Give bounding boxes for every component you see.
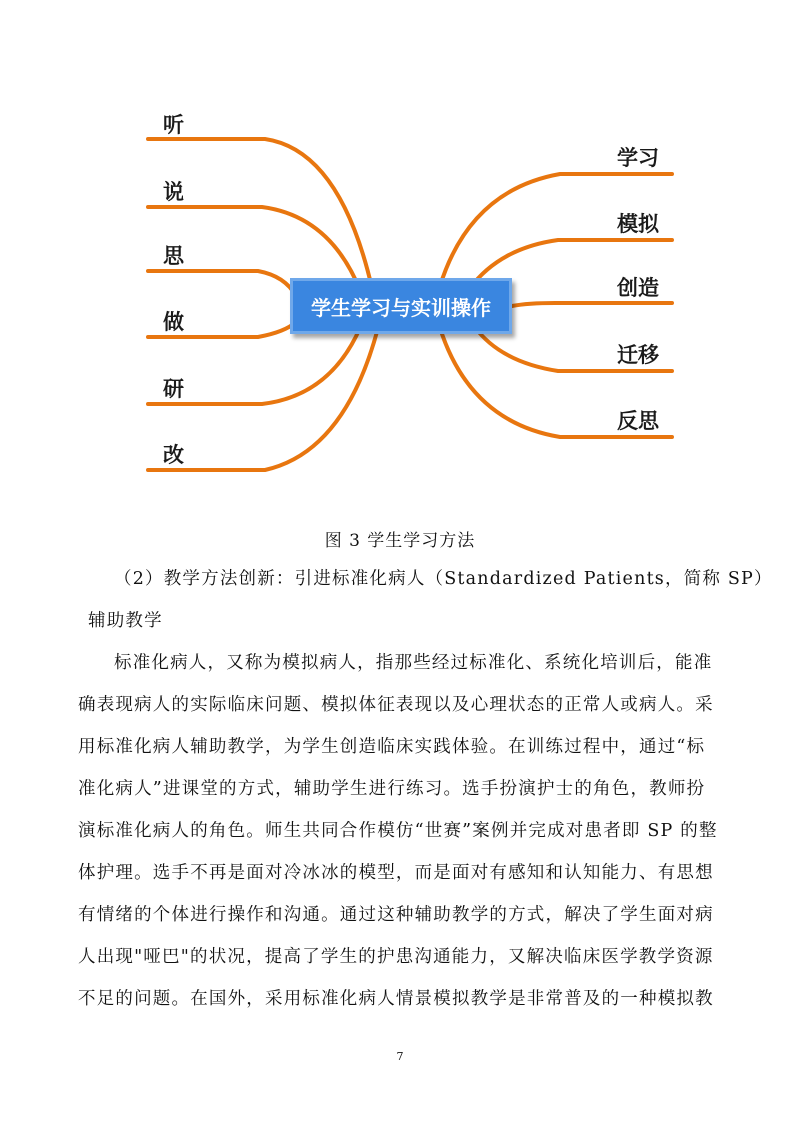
paragraph-line-5: 演标准化病人的角色。师生共同合作模仿“世赛”案例并完成对患者即 SP 的整	[78, 821, 718, 841]
branch-left-3	[148, 271, 296, 296]
node-study: 学习	[617, 146, 659, 170]
section-heading-line-1: （2）教学方法创新：引进标准化病人（Standardized Patients，简称 SP）	[114, 569, 773, 589]
paragraph-line-8: 人出现"哑巴"的状况，提高了学生的护患沟通能力，又解决临床医学教学资源	[78, 947, 714, 967]
node-think: 思	[163, 244, 184, 268]
page-number: 7	[396, 1050, 404, 1063]
paragraph-line-2: 确表现病人的实际临床问题、模拟体征表现以及心理状态的正常人或病人。采	[78, 695, 714, 715]
figure-caption: 图 3 学生学习方法	[324, 531, 476, 551]
node-transfer: 迁移	[617, 343, 659, 367]
paragraph-line-7: 有情绪的个体进行操作和沟通。通过这种辅助教学的方式，解决了学生面对病	[78, 905, 714, 925]
node-listen: 听	[163, 113, 184, 137]
paragraph-line-9: 不足的问题。在国外，采用标准化病人情景模拟教学是非常普及的一种模拟教	[78, 989, 714, 1009]
paragraph-line-6: 体护理。选手不再是面对冷冰冰的模型，而是面对有感知和认知能力、有思想	[78, 863, 714, 883]
paragraph-line-3: 用标准化病人辅助教学，为学生创造临床实践体验。在训练过程中，通过“标	[78, 737, 706, 757]
mind-map-branches	[0, 0, 800, 500]
section-heading-line-2: 辅助教学	[88, 611, 163, 631]
paragraph-line-4: 准化病人”进课堂的方式，辅助学生进行练习。选手扮演护士的角色，教师扮	[78, 779, 706, 799]
branch-right-3	[512, 303, 672, 306]
paragraph-line-1: 标准化病人，又称为模拟病人，指那些经过标准化、系统化培训后，能准	[114, 653, 713, 673]
center-topic-box: 学生学习与实训操作	[290, 278, 512, 334]
node-revise: 改	[163, 443, 184, 467]
node-simulate: 模拟	[617, 212, 659, 236]
node-do: 做	[163, 310, 184, 334]
node-speak: 说	[163, 180, 184, 204]
node-create: 创造	[617, 276, 659, 300]
node-research: 研	[163, 377, 184, 401]
node-reflect: 反思	[617, 409, 659, 433]
mind-map-diagram	[0, 0, 800, 500]
